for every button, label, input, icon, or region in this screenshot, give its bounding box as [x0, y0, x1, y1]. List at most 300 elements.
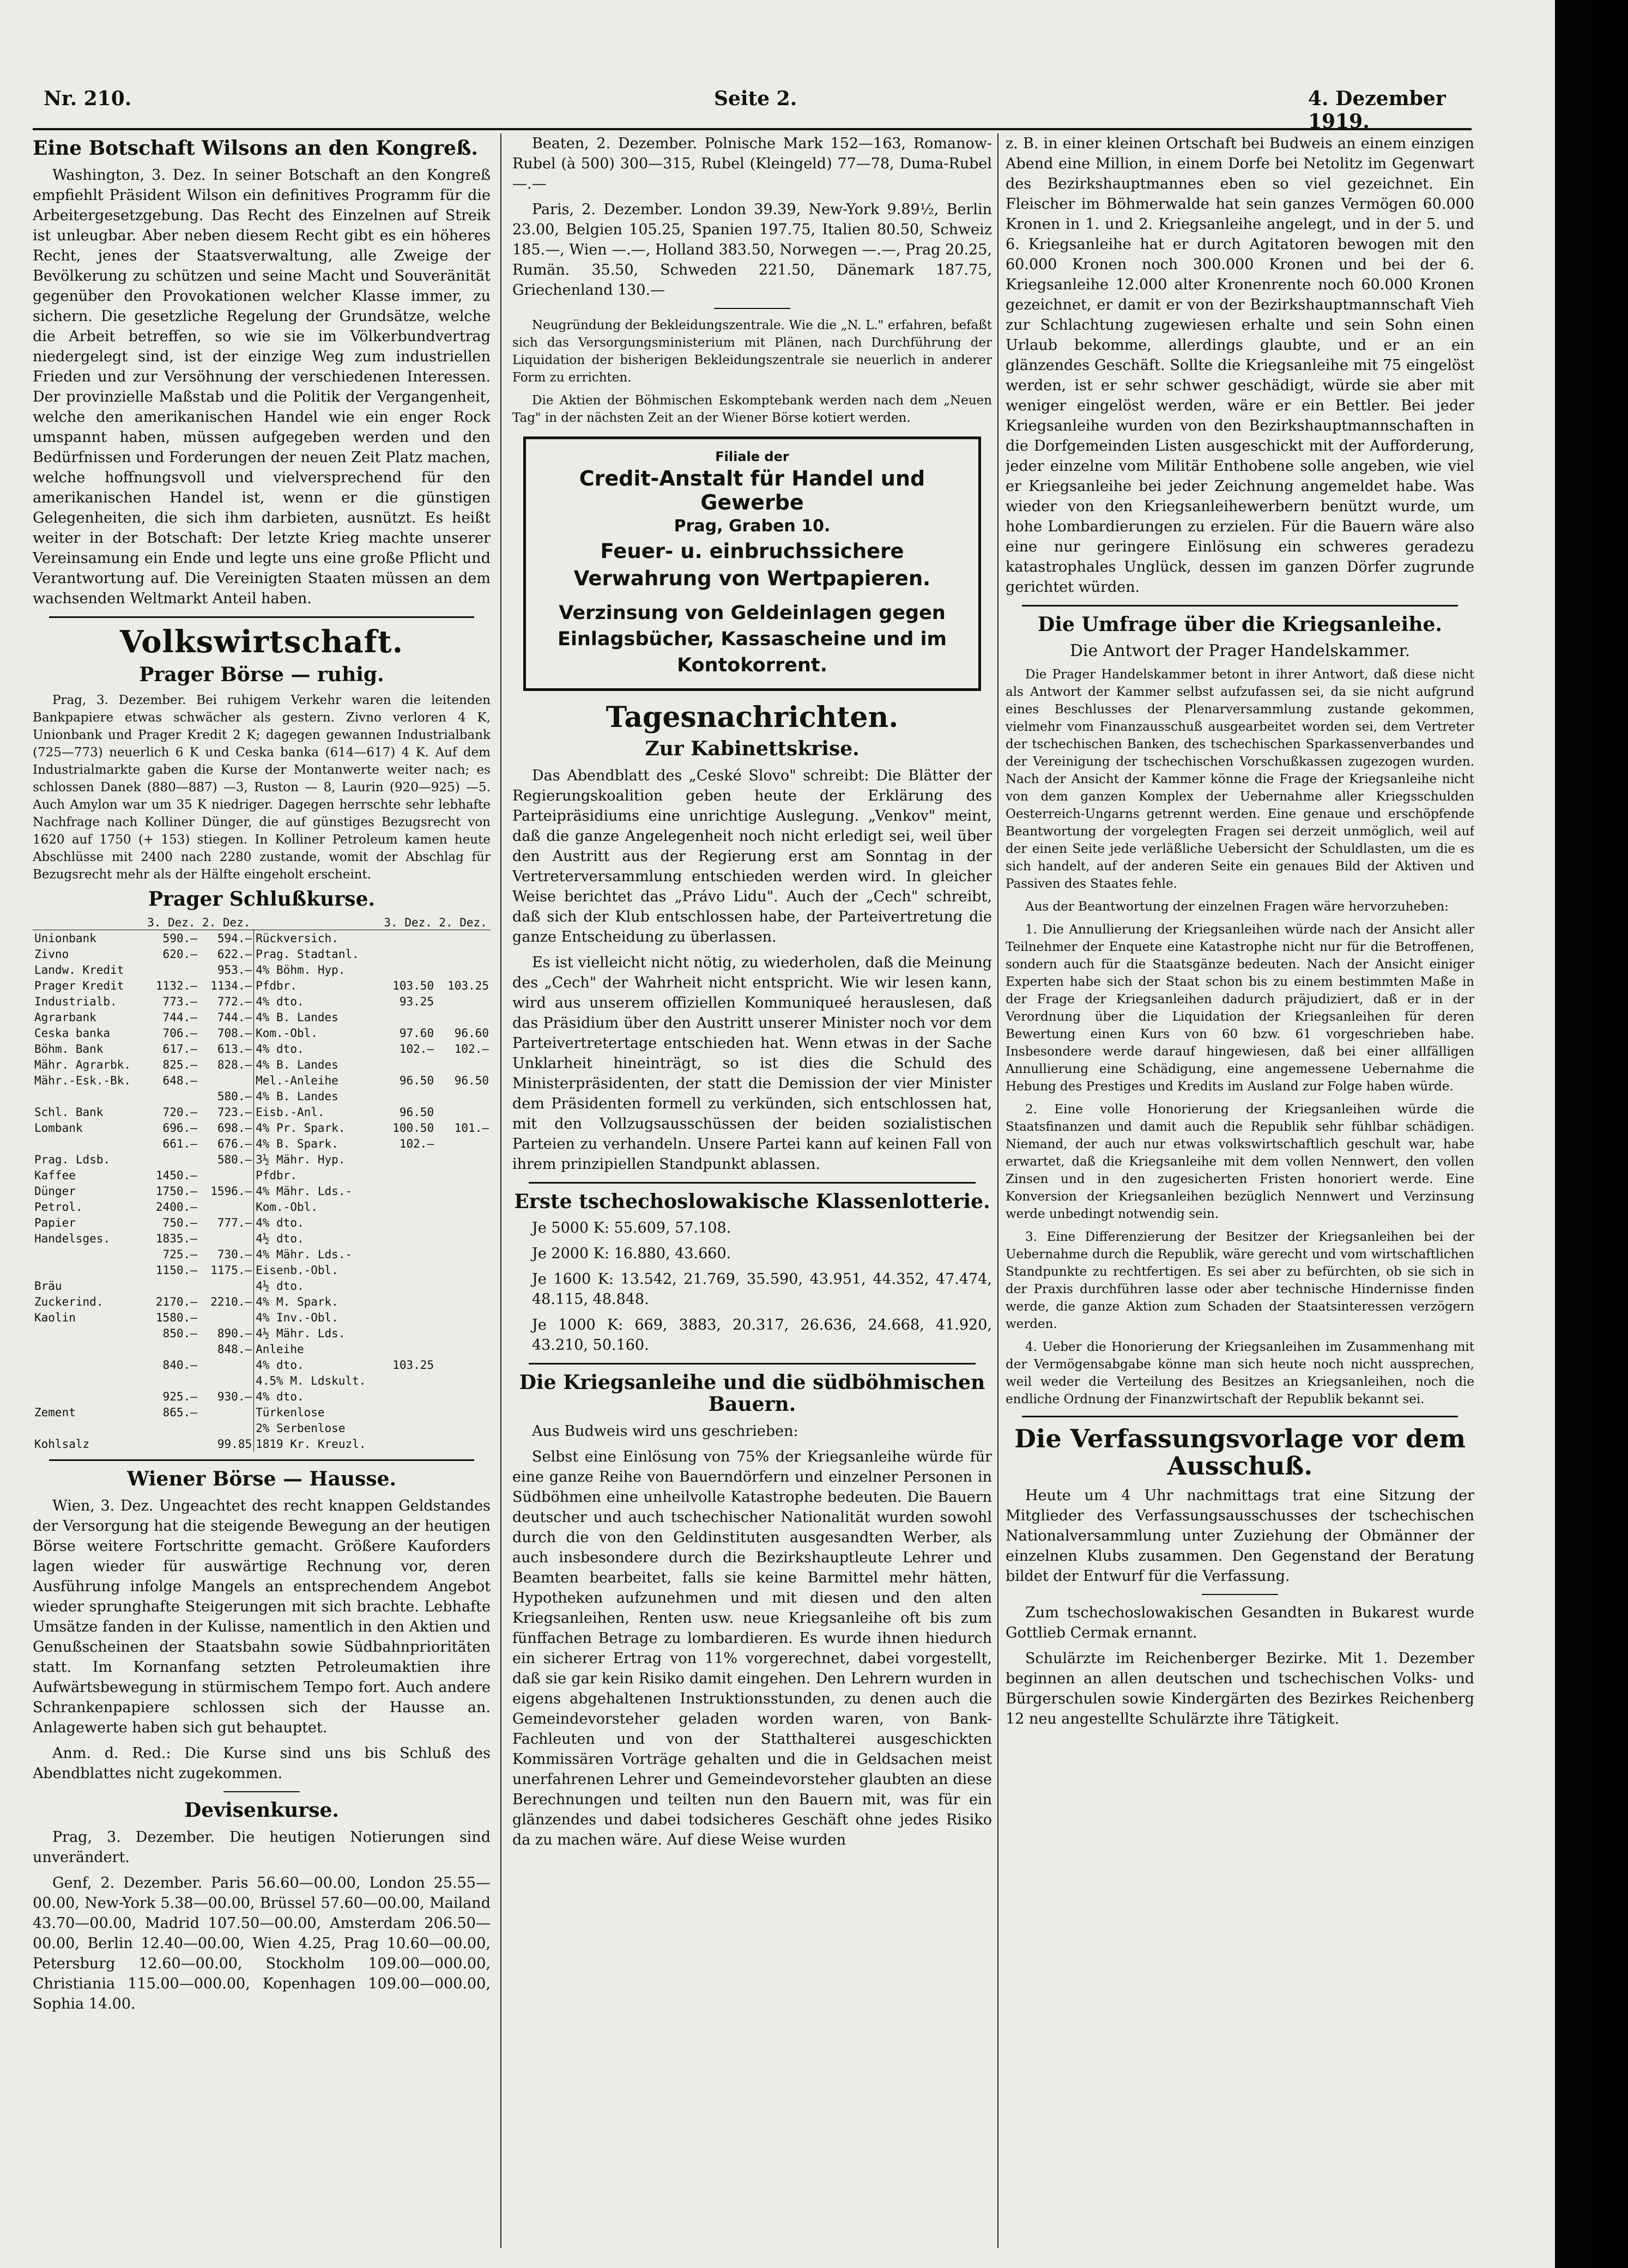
- column-rule-1: [500, 134, 501, 2248]
- kriegsanleihe-text: Selbst eine Einlösung von 75% der Kriegsanleihe würde für eine ganze Reihe von Bauerndörfern und einzelner Personen in Südböhmen eine unheilvolle Katastrophe bedeuten. Die Bauern deutscher und auch tschechischer Nationalität wurden sowohl durch die von den Geldinstituten ausgesandten Werber, als auch insbesondere durch die Bezirkshauptleute Lehrer und Beamten bearbeitet, falls sie keine Barmittel mehr hätten, Hypotheken aufzunehmen und mit diesen und den alten Kriegsanleihen, Renten usw. neue Kriegsanleihe oft bis zum fünffachen Betrage zu lombardieren. Es wurde ihnen hiedurch ein sicherer Ertrag von 11% vorgerechnet, dabei vorgestellt, daß sie gar kein Risiko damit eingehen. Den Lehrern wurden in eigens abgehaltenen Instruktionsstunden, zu denen auch die Gemeindevorsteher geladen worden waren, von Bank-Fachleuten und von der Statthalterei ausgeschickten Kommissären Vorträge gehalten und die in Geldsachen meist unerfahrenen Lehrer und Gemeindevorsteher glaubten an diese Berechnungen und teilten nun den Bauern mit, was für ein glänzendes und dabei todsicheres Geschäft ohne jedes Risiko da zu machen wäre. Auf diese Weise wurden: [512, 1448, 992, 1848]
- table-cell: [199, 1420, 254, 1436]
- table-cell: [435, 946, 491, 962]
- table-cell: 696.—: [162, 1121, 197, 1135]
- table-cell: [435, 962, 491, 978]
- table-row: [33, 1136, 491, 1151]
- table-cell: Eisenb.-Obl.: [254, 1262, 381, 1278]
- table-cell: [435, 1388, 491, 1404]
- table-cell: 850.—: [162, 1326, 197, 1340]
- table-cell: [435, 1325, 491, 1341]
- table-cell: Unionbank: [34, 931, 96, 945]
- table-cell: 4½ dto.: [254, 1230, 381, 1246]
- table-cell: 1150.—: [155, 1263, 197, 1277]
- table-cell: [33, 1246, 144, 1262]
- table-cell: 4% Mähr. Lds.-: [254, 1183, 381, 1199]
- umfrage-subheadline: Die Antwort der Prager Handelskammer.: [1069, 641, 1411, 660]
- table-cell: [435, 1009, 491, 1025]
- table-cell: 725.—: [162, 1247, 197, 1261]
- table-cell: 2% Serbenlose: [254, 1420, 381, 1436]
- table-cell: [435, 1294, 491, 1309]
- table-row: [33, 993, 491, 1009]
- table-cell: 101.—: [454, 1121, 489, 1135]
- table-cell: [33, 1373, 144, 1388]
- table-cell: [435, 1057, 491, 1072]
- table-cell: 708.—: [217, 1026, 252, 1040]
- table-row: [33, 1309, 491, 1325]
- col-header: 3. Dez.: [380, 915, 435, 930]
- table-cell: 953.—: [217, 963, 252, 977]
- table-row: [33, 1404, 491, 1420]
- lotterie-line: Je 1600 K: 13.542, 21.769, 35.590, 43.951, 44.352, 47.474, 48.115, 48.848.: [532, 1271, 992, 1308]
- lotterie-headline: Erste tschechoslowakische Klassenlotterie.: [514, 1190, 990, 1213]
- table-cell: 594.—: [217, 931, 252, 945]
- table-cell: [199, 1357, 254, 1373]
- table-cell: [380, 1167, 435, 1183]
- table-cell: 4.5% M. Ldskult.: [254, 1373, 381, 1388]
- table-cell: [435, 1278, 491, 1294]
- schlusskurse-body: [33, 930, 491, 1452]
- table-cell: [435, 1151, 491, 1167]
- table-cell: 102.—: [454, 1042, 489, 1056]
- table-cell: 96.50: [454, 1074, 489, 1087]
- table-cell: 661.—: [162, 1137, 197, 1150]
- scan-edge: [1555, 0, 1591, 2268]
- col-header: [254, 915, 381, 930]
- page-header: [44, 87, 1461, 133]
- column-3: [1006, 134, 1474, 1735]
- table-cell: 2170.—: [155, 1295, 197, 1308]
- rubel-notice: Beaten, 2. Dezember. Polnische Mark 152—163, Romanow-Rubel (à 500) 300—315, Rubel (Kleingeld) 77—78, Duma-Rubel —.—: [512, 135, 992, 192]
- umfrage-text: 1. Die Annullierung der Kriegsanleihen würde nach der Ansicht aller Teilnehmer der Enquete eine Katastrophe nicht nur für die Betroffenen, sondern auch für die Staatsgänze bedeuten. Nach der Ansicht einiger Experten habe sich der Staat schon bis zu einem bestimmten Maße in der Frage der Kriegsanleihen dadurch präjudiziert, daß er in der Verordnung über die Liquidation der Kriegsanleihen für deren Bewertung einen Kurs von 60 bzw. 61 vorgeschrieben habe. Insbesondere werde darauf hingewiesen, daß bei einer allfälligen Annullierung eine Schädigung, eine angemessene Uebernahme die Hebung des Prestiges und Kredits im Ausland zur Folge haben würde.: [1006, 922, 1474, 1094]
- table-cell: 4% B. Spark.: [254, 1136, 381, 1151]
- issue-date: 4. Dezember 1919.: [1308, 87, 1446, 133]
- table-cell: [199, 1199, 254, 1215]
- table-row: [33, 1436, 491, 1452]
- table-cell: [380, 1309, 435, 1325]
- table-cell: [380, 1436, 435, 1452]
- ad-line: Verzinsung von Geldeinlagen gegen Einlagsbücher, Kassascheine und im Kontokorrent.: [558, 602, 947, 676]
- table-row: [33, 1246, 491, 1262]
- table-cell: 96.50: [399, 1105, 434, 1119]
- table-cell: Rückversich.: [254, 930, 381, 947]
- table-cell: Böhm. Bank: [34, 1042, 104, 1056]
- table-cell: 103.25: [447, 979, 489, 992]
- table-cell: [33, 1136, 144, 1151]
- verfassung-headline: Die Verfassungsvorlage vor dem Ausschuß.: [1014, 1423, 1466, 1481]
- col-header: 3. Dez.: [144, 915, 199, 930]
- issue-number: Nr. 210.: [44, 87, 132, 110]
- table-cell: 4% Inv.-Obl.: [254, 1309, 381, 1325]
- table-cell: [380, 1325, 435, 1341]
- umfrage-text: 4. Ueber die Honorierung der Kriegsanleihen im Zusammenhang mit der Vermögensabgabe könne man sich heute noch nicht aussprechen, weil weder die Verteilung des Besitzes an Kriegsanleihen, noch die endliche Ordnung der Finanzwirtschaft der Republik bekannt sei.: [1006, 1339, 1474, 1406]
- kriegsanleihe-intro: Aus Budweis wird uns geschrieben:: [532, 1422, 798, 1440]
- table-cell: Kom.-Obl.: [254, 1199, 381, 1215]
- table-cell: [380, 1294, 435, 1309]
- table-cell: [380, 962, 435, 978]
- table-cell: [144, 962, 199, 978]
- table-cell: [435, 1373, 491, 1388]
- table-cell: 730.—: [217, 1247, 252, 1261]
- table-cell: [435, 1183, 491, 1199]
- table-cell: Eisb.-Anl.: [254, 1104, 381, 1120]
- wilson-text: Washington, 3. Dez. In seiner Botschaft an den Kongreß empfiehlt Präsident Wilson ein definitives Programm für die Arbeitergesetzgebung. Das Recht des Einzelnen auf Streik ist unleugbar. Aber neben diesem Recht gibt es ein höheres Recht, jenes der Staatsverwaltung, alle Zweige der Bevölkerung zu schützen und seine Macht und Souveränität gegenüber den Provokationen welcher Klasse immer, zu sichern. Die gesetzliche Regelung der Grundsätze, welche die Arbeit betreffen, so wie sie im Völkerbundvertrag niedergelegt sind, ist der einzige Weg zum industriellen Frieden und zur Versöhnung der verschiedenen Interessen. Der provinzielle Maßstab und die Politik der Vergangenheit, welche den amerikanischen Handel wie ein enger Rock umspannt haben, müssen aufgegeben werden und den Bedürfnissen und Forderungen der neuen Zeit Platz machen, welche hoffnungsvoll und vielversprechend für den amerikanischen Handel ist, wenn er die günstigen Gelegenheiten, die sich ihm darbieten, ausnützt. Es heißt weiter in der Botschaft: Der letzte Krieg machte unserer Vereinsamung ein Ende und legte uns eine große Pflicht und Verantwortung auf. Die Vereinigten Staaten müssen an dem wachsenden Weltmarkt Anteil haben.: [33, 166, 491, 607]
- table-cell: [380, 1246, 435, 1262]
- table-cell: Pfdbr.: [254, 978, 381, 993]
- table-cell: Türkenlose: [254, 1404, 381, 1420]
- kabinettskrise-text: Das Abendblatt des „Ceské Slovo" schreibt: Die Blätter der Regierungskoalition geben heute der Erklärung des Parteipräsidiums eine unrichtige Auslegung. „Venkov" meint, daß die ganze Angelegenheit noch nicht erledigt sei, weil über den Austritt aus der Regierung erst am Sonntag in der Vertreterversammlung entschieden werden wird. In gleicher Weise berichtet das „Právo Lidu". Auch der „Cech" schreibt, daß sich der Klub entschlossen habe, der Parteivertretung die ganze Entscheidung zu überlassen.: [512, 767, 992, 945]
- table-cell: Mähr. Agrarbk.: [34, 1058, 131, 1071]
- table-cell: 1750.—: [155, 1184, 197, 1198]
- kriegsanleihe-headline: Die Kriegsanleihe und die südböhmischen Bauern.: [519, 1371, 985, 1416]
- table-cell: Petrol.: [34, 1200, 83, 1214]
- table-cell: [144, 1420, 199, 1436]
- table-row: [33, 1088, 491, 1104]
- table-row: [33, 1215, 491, 1230]
- section-rule: [529, 1363, 976, 1365]
- table-cell: Prager Kredit: [34, 979, 124, 992]
- table-cell: 4% dto.: [254, 1357, 381, 1373]
- table-cell: [199, 1404, 254, 1420]
- wiener-boerse-note: Anm. d. Red.: Die Kurse sind uns bis Schluß des Abendblattes nicht zugekommen.: [33, 1744, 491, 1782]
- table-cell: Schl. Bank: [34, 1105, 104, 1119]
- table-cell: [380, 1278, 435, 1294]
- table-cell: 706.—: [162, 1026, 197, 1040]
- table-row: [33, 1262, 491, 1278]
- paris-notice: Paris, 2. Dezember. London 39.39, New-York 9.89½, Berlin 23.00, Belgien 105.25, Spanien 197.75, Italien 80.50, Schweiz 185.—, Wien —.—, Holland 383.50, Norwegen —.—, Prag 20.25, Rumän. 35.50, Schweden 221.50, Dänemark 187.75, Griechenland 130.—: [512, 201, 992, 299]
- table-cell: 2210.—: [210, 1295, 252, 1308]
- col-header: 2. Dez.: [199, 915, 254, 930]
- table-cell: 825.—: [162, 1058, 197, 1071]
- section-rule: [49, 616, 474, 618]
- table-row: [33, 946, 491, 962]
- table-cell: [380, 1183, 435, 1199]
- table-cell: Pfdbr.: [254, 1167, 381, 1183]
- lotterie-line: Je 2000 K: 16.880, 43.660.: [532, 1245, 731, 1263]
- table-cell: [144, 1278, 199, 1294]
- table-cell: 648.—: [162, 1074, 197, 1087]
- devisen-prag: Prag, 3. Dezember. Die heutigen Notierungen sind unverändert.: [33, 1828, 491, 1866]
- table-cell: 1819 Kr. Kreuzl.: [254, 1436, 381, 1452]
- table-cell: [33, 1325, 144, 1341]
- credit-anstalt-advertisement: [523, 436, 981, 691]
- section-rule: [529, 1182, 976, 1184]
- table-cell: [380, 1420, 435, 1436]
- table-cell: [144, 1373, 199, 1388]
- schlusskurse-headline: Prager Schlußkurse.: [148, 887, 376, 911]
- wiener-boerse-text: Wien, 3. Dez. Ungeachtet des recht knappen Geldstandes der Versorgung hat die steigende Bewegung an der heutigen Börse weitere Fortschritte gemacht. Größere Kauforders lagen wieder für auswärtige Rechnung vor, deren Ausführung infolge Mangels an entsprechendem Angebot wieder sprunghafte Steigerungen mit sich brachte. Lebhafte Umsätze fanden in der Kulisse, namentlich in den Aktien und Genußscheinen der Staatsbahn sowie Südbahnprioritäten statt. Im Kornanfang setzten Petroleumaktien ihre Aufwärtsbewegung in stürmischem Tempo fort. Auch andere Schrankenpapiere schlossen sich der Hausse an. Anlagewerte haben sich gut behauptet.: [33, 1497, 491, 1736]
- table-row: [33, 1120, 491, 1136]
- table-cell: [144, 1151, 199, 1167]
- table-cell: 96.60: [454, 1026, 489, 1040]
- table-row: [33, 1373, 491, 1388]
- ad-address: Prag, Graben 10.: [674, 517, 831, 536]
- table-cell: 744.—: [217, 1010, 252, 1024]
- section-rule: [49, 1459, 474, 1461]
- table-cell: 613.—: [217, 1042, 252, 1056]
- table-cell: [435, 1136, 491, 1151]
- table-cell: 1596.—: [210, 1184, 252, 1198]
- table-cell: 1175.—: [210, 1263, 252, 1277]
- table-cell: 4% dto.: [254, 1215, 381, 1230]
- table-cell: [380, 1151, 435, 1167]
- table-cell: Kom.-Obl.: [254, 1025, 381, 1041]
- table-cell: 4% Böhm. Hyp.: [254, 962, 381, 978]
- umfrage-headline: Die Umfrage über die Kriegsanleihe.: [1038, 613, 1442, 636]
- table-row: [33, 1420, 491, 1436]
- table-cell: [33, 1357, 144, 1373]
- table-cell: Zuckerind.: [34, 1295, 104, 1308]
- table-cell: [380, 1088, 435, 1104]
- table-row: [33, 1325, 491, 1341]
- table-cell: [380, 1404, 435, 1420]
- table-cell: Zement: [34, 1405, 76, 1419]
- table-cell: 750.—: [162, 1216, 197, 1229]
- table-cell: 4% Pr. Spark.: [254, 1120, 381, 1136]
- table-cell: [380, 1009, 435, 1025]
- table-cell: [144, 1436, 199, 1452]
- schlusskurse-header-row: [33, 915, 491, 930]
- table-cell: [380, 1373, 435, 1388]
- section-rule: [1022, 1416, 1458, 1417]
- table-cell: 840.—: [162, 1358, 197, 1372]
- table-row: [33, 1388, 491, 1404]
- table-cell: 1580.—: [155, 1311, 197, 1324]
- table-cell: [199, 1373, 254, 1388]
- header-rule: [33, 128, 1472, 130]
- table-cell: [33, 1088, 144, 1104]
- short-rule: [223, 1791, 300, 1792]
- table-cell: 1835.—: [155, 1232, 197, 1245]
- table-cell: Prag. Stadtanl.: [254, 946, 381, 962]
- table-cell: [33, 1262, 144, 1278]
- table-cell: Landw. Kredit: [34, 963, 124, 977]
- table-cell: [435, 1088, 491, 1104]
- table-cell: [435, 1199, 491, 1215]
- table-cell: 100.50: [392, 1121, 434, 1135]
- table-cell: [380, 930, 435, 947]
- table-row: [33, 1057, 491, 1072]
- wilson-headline: Eine Botschaft Wilsons an den Kongreß.: [33, 137, 478, 160]
- table-cell: 930.—: [217, 1390, 252, 1403]
- col-header: [33, 915, 144, 930]
- table-cell: [380, 1341, 435, 1357]
- table-cell: 4% dto.: [254, 1041, 381, 1057]
- table-cell: [380, 1057, 435, 1072]
- short-rule: [1202, 1594, 1278, 1595]
- bekleidung-notice: Neugründung der Bekleidungszentrale. Wie die „N. L." erfahren, befaßt sich das Versorgungsministerium mit Plänen, nach Durchführung der Liquidation der bisherigen Bekleidungszentrale sie neuerlich in anderer Form zu errichten.: [512, 318, 992, 385]
- table-cell: [435, 1104, 491, 1120]
- table-cell: 4% B. Landes: [254, 1057, 381, 1072]
- table-row: [33, 1167, 491, 1183]
- table-cell: 3½ Mähr. Hyp.: [254, 1151, 381, 1167]
- table-cell: Anleihe: [254, 1341, 381, 1357]
- table-cell: [435, 1420, 491, 1436]
- table-cell: [435, 1167, 491, 1183]
- table-cell: 720.—: [162, 1105, 197, 1119]
- table-cell: Kohlsalz: [34, 1437, 90, 1451]
- umfrage-text: 2. Eine volle Honorierung der Kriegsanleihen würde die Staatsfinanzen und damit auch die Republik sehr fühlbar schädigen. Niemand, der auch nur etwas volkswirtschaftlich geschult war, habe erwartet, daß die Kriegsanleihe mit dem vollen Nennwert, den vollen Zinsen und in den zugesicherten Fristen honoriert werde. Eine Konversion der Kriegsanleihen bezüglich Nennwert und Verzinsung werde unbedingt notwendig sein.: [1006, 1102, 1474, 1221]
- table-cell: 1450.—: [155, 1168, 197, 1182]
- umfrage-text: 3. Eine Differenzierung der Besitzer der Kriegsanleihen bei der Uebernahme durch die Republik, wäre gerecht und vom wirtschaftlichen Standpunkte zu rechtfertigen. Es sei aber zu befürchten, ob sie sich in der Praxis durchführen lasse oder aber technische Hindernisse finden werde, die ganze Aktion zum Schaden der Staatsinteressen verzögern werden.: [1006, 1229, 1474, 1331]
- table-cell: 99.85: [217, 1437, 252, 1451]
- table-cell: Zivno: [34, 947, 69, 961]
- table-cell: 580.—: [217, 1089, 252, 1103]
- table-cell: [199, 1230, 254, 1246]
- table-cell: [435, 1404, 491, 1420]
- table-cell: [33, 1420, 144, 1436]
- table-cell: 4% dto.: [254, 993, 381, 1009]
- table-cell: [380, 1262, 435, 1278]
- table-cell: 4½ dto.: [254, 1278, 381, 1294]
- devisen-headline: Devisenkurse.: [184, 1798, 339, 1822]
- table-cell: [199, 1278, 254, 1294]
- lotterie-line: Je 1000 K: 669, 3883, 20.317, 26.636, 24.668, 41.920, 43.210, 50.160.: [532, 1317, 992, 1354]
- table-cell: [435, 993, 491, 1009]
- table-cell: 580.—: [217, 1153, 252, 1166]
- table-cell: 620.—: [162, 947, 197, 961]
- section-rule: [1022, 605, 1458, 607]
- table-cell: 848.—: [217, 1342, 252, 1356]
- table-row: [33, 1357, 491, 1373]
- table-cell: [33, 1388, 144, 1404]
- table-cell: [380, 1388, 435, 1404]
- table-row: [33, 1072, 491, 1088]
- table-cell: 4% dto.: [254, 1388, 381, 1404]
- table-row: [33, 1230, 491, 1246]
- kriegsanleihe-continued: z. B. in einer kleinen Ortschaft bei Budweis an einem einzigen Abend eine Million, in einem Dorfe bei Netolitz im Gegenwart des Bezirkshauptmannes eben so viel gezeichnet. Ein Fleischer im Böhmerwalde hat sein ganzes Vermögen 60.000 Kronen in 1. und 2. Kriegsanleihe angelegt, und in der 5. und 6. Kriegsanleihe hat er durch Agitatoren bewogen mit den 60.000 Kronen noch 300.000 Kronen und bei der 6. Kriegsanleihe 12.000 alter Kronenrente noch 60.000 Kronen gezeichnet, er damit er von der Bezirkshauptmannschaft Vieh zur Schlachtung zugewiesen erhalte und sein Sohn einen Urlaub bekomme, allerdings glaubte, und er an ein glänzendes Geschäft. Sollte die Kriegsanleihe mit 75 eingelöst werden, ist er sehr schwer geschädigt, würde sie aber mit weniger eingelöst werden, wäre er ein Bettler. Bei jeder Kriegsanleihe wurden von den Bezirkshauptmannschaften in die Dorfgemeinden Listen ausgeschickt mit der Aufforderung, jeder einzelne vom Militär Enthobene solle angeben, wie viel er Kriegsanleihe bei jeder Zeichnung angemeldet habe. Was wieder von den Kriegsanleihewerbern benützt wurde, um hohe Lombardierungen zu erzielen. Für die Bauern wäre also eine nur geringere Einlösung ein schweres geradezu katastrophales Unglück, dessen im ganzen Dörfer zugrunde gerichtet würden.: [1006, 135, 1474, 596]
- gesandter-notice: Zum tschechoslowakischen Gesandten in Bukarest wurde Gottlieb Cermak ernannt.: [1006, 1604, 1474, 1641]
- table-cell: Kaolin: [34, 1311, 76, 1324]
- ad-line: Filiale der: [715, 449, 789, 464]
- table-cell: 4% M. Spark.: [254, 1294, 381, 1309]
- umfrage-text: Aus der Beantwortung der einzelnen Fragen wäre hervorzuheben:: [1025, 899, 1449, 914]
- table-row: [33, 1294, 491, 1309]
- ad-bank-name: Credit-Anstalt für Handel und Gewerbe: [579, 466, 925, 514]
- table-cell: [144, 1088, 199, 1104]
- table-cell: [435, 1215, 491, 1230]
- page-number: Seite 2.: [714, 87, 797, 110]
- table-cell: 828.—: [217, 1058, 252, 1071]
- table-cell: Mel.-Anleihe: [254, 1072, 381, 1088]
- table-cell: [435, 1357, 491, 1373]
- lotterie-line: Je 5000 K: 55.609, 57.108.: [532, 1220, 731, 1237]
- table-cell: [435, 930, 491, 947]
- table-cell: Bräu: [34, 1279, 62, 1293]
- table-cell: 1132.—: [155, 979, 197, 992]
- table-cell: 4½ Mähr. Lds.: [254, 1325, 381, 1341]
- table-cell: 622.—: [217, 947, 252, 961]
- table-cell: 97.60: [399, 1026, 434, 1040]
- table-cell: [33, 1341, 144, 1357]
- table-cell: 93.25: [399, 994, 434, 1008]
- table-cell: [380, 946, 435, 962]
- table-row: [33, 1278, 491, 1294]
- table-cell: Kaffee: [34, 1168, 76, 1182]
- wiener-boerse-headline: Wiener Börse — Hausse.: [126, 1467, 397, 1491]
- table-cell: 1134.—: [210, 979, 252, 992]
- escompte-notice: Die Aktien der Böhmischen Eskomptebank werden nach dem „Neuen Tag" in der nächsten Zeit an der Wiener Börse kotiert werden.: [512, 393, 992, 425]
- column-rule-2: [997, 134, 998, 2248]
- table-cell: [435, 1436, 491, 1452]
- table-cell: 676.—: [217, 1137, 252, 1150]
- table-row: [33, 1199, 491, 1215]
- table-cell: Dünger: [34, 1184, 76, 1198]
- table-cell: Ceska banka: [34, 1026, 111, 1040]
- table-row: [33, 930, 491, 947]
- table-cell: 2400.—: [155, 1200, 197, 1214]
- table-cell: 4% B. Landes: [254, 1088, 381, 1104]
- schlusskurse-table: [33, 915, 491, 1452]
- table-cell: 102.—: [399, 1042, 434, 1056]
- table-cell: Industrialb.: [34, 994, 117, 1008]
- table-row: [33, 1009, 491, 1025]
- table-cell: 773.—: [162, 994, 197, 1008]
- table-row: [33, 1341, 491, 1357]
- table-cell: [380, 1215, 435, 1230]
- table-row: [33, 1041, 491, 1057]
- table-cell: 925.—: [162, 1390, 197, 1403]
- devisen-genf: Genf, 2. Dezember. Paris 56.60—00.00, London 25.55—00.00, New-York 5.38—00.00, Brüssel 57.60—00.00, Mailand 43.70—00.00, Madrid 107.50—00.00, Amsterdam 206.50—00.00, Berlin 12.40—00.00, Wien 4.25, Prag 10.60—00.00, Petersburg 12.60—00.00, Stockholm 109.00—000.00, Christiania 115.00—000.00, Kopenhagen 109.00—000.00, Sophia 14.00.: [33, 1874, 491, 2012]
- umfrage-text: Die Prager Handelskammer betont in ihrer Antwort, daß diese nicht als Antwort der Kammer selbst aufzufassen sei, da sie nicht aufgrund eines Beschlusses der Plenarversammlung zustande gekommen, vielmehr vom Finanzausschuß ausgearbeitet worden sei, dem Vertreter der tschechischen Banken, des tschechischen Sparkassenverbandes und der Vereinigung der tschechischen Vorschußkassen zugezogen wurden. Nach der Ansicht der Kammer könne die Frage der Kriegsanleihe nicht von dem ganzen Komplex der Uebernahme aller Kriegsschulden Oesterreich-Ungarns getrennt werden. Eine genaue und erschöpfende Beantwortung der vorgelegten Fragen sei derzeit unmöglich, weil auf der einen Seite jede verläßliche Uebersicht der Schuldlasten, um die es sich handelt, auf der anderen Seite ein genaues Bild der Aktiven und Passiven des Staates fehle.: [1006, 667, 1474, 891]
- table-cell: 4% B. Landes: [254, 1009, 381, 1025]
- table-cell: 103.50: [392, 979, 434, 992]
- kabinettskrise-text: Es ist vielleicht nicht nötig, zu wiederholen, daß die Meinung des „Cech" der Wahrheit nicht entspricht. Wie wir lesen kann, wird aus unserem offiziellen Kommuniqueé herauslesen, daß das Präsidium über den Austritt unserer Minister noch vor dem Parteivertretertage entschieden hat. Wenn etwas in der Sache Unklarheit hineinträgt, so ist dies die Schuld des Ministerpräsidenten, der statt die Demission der vier Minister dem Präsidenten formell zu verkünden, sich entschlossen hat, mit den Vollzugsausschüssen der beiden sozialistischen Parteien zu verhandeln. Unsere Partei kann auf keinen Fall von ihrem prinzipiellen Standpunkt ablassen.: [512, 954, 992, 1173]
- table-cell: [199, 1072, 254, 1088]
- table-cell: [144, 1341, 199, 1357]
- column-1: [33, 134, 491, 2020]
- schulaerzte-notice: Schulärzte im Reichenberger Bezirke. Mit 1. Dezember beginnen an allen deutschen und tschechischen Volks- und Bürgerschulen sowie Kindergärten des Bezirkes Reichenberg 12 neu angestellte Schulärzte ihre Tätigkeit.: [1006, 1650, 1474, 1727]
- table-cell: 617.—: [162, 1042, 197, 1056]
- table-cell: 777.—: [217, 1216, 252, 1229]
- table-cell: [435, 1309, 491, 1325]
- table-cell: Agrarbank: [34, 1010, 96, 1024]
- short-rule: [714, 308, 790, 309]
- table-cell: [435, 1230, 491, 1246]
- table-cell: 772.—: [217, 994, 252, 1008]
- table-cell: 102.—: [399, 1137, 434, 1150]
- table-cell: 698.—: [217, 1121, 252, 1135]
- volkswirtschaft-heading: Volkswirtschaft.: [119, 623, 404, 660]
- column-2: [512, 134, 992, 1855]
- table-cell: [435, 1262, 491, 1278]
- table-cell: [435, 1341, 491, 1357]
- table-row: [33, 1104, 491, 1120]
- table-cell: 865.—: [162, 1405, 197, 1419]
- table-row: [33, 978, 491, 993]
- table-cell: [435, 1246, 491, 1262]
- table-cell: 590.—: [162, 931, 197, 945]
- table-row: [33, 1183, 491, 1199]
- table-cell: Prag. Ldsb.: [34, 1153, 111, 1166]
- table-cell: 890.—: [217, 1326, 252, 1340]
- table-cell: Handelsges.: [34, 1232, 111, 1245]
- kabinettskrise-headline: Zur Kabinettskrise.: [645, 737, 860, 761]
- table-cell: 96.50: [399, 1074, 434, 1087]
- table-cell: 4% Mähr. Lds.-: [254, 1246, 381, 1262]
- table-cell: [380, 1199, 435, 1215]
- table-cell: 103.25: [392, 1358, 434, 1372]
- table-row: [33, 1025, 491, 1041]
- table-cell: 744.—: [162, 1010, 197, 1024]
- verfassung-text: Heute um 4 Uhr nachmittags trat eine Sitzung der Mitglieder des Verfassungsausschusses der tschechischen Nationalversammlung unter Zuziehung der Obmänner der einzelnen Klubs zusammen. Den Gegenstand der Beratung bildet der Entwurf für die Verfassung.: [1006, 1487, 1474, 1585]
- table-cell: Mähr.-Esk.-Bk.: [34, 1074, 131, 1087]
- table-cell: [199, 1309, 254, 1325]
- tagesnachrichten-heading: Tagesnachrichten.: [606, 701, 899, 734]
- table-cell: 723.—: [217, 1105, 252, 1119]
- table-row: [33, 962, 491, 978]
- table-cell: Lombank: [34, 1121, 83, 1135]
- table-cell: [380, 1230, 435, 1246]
